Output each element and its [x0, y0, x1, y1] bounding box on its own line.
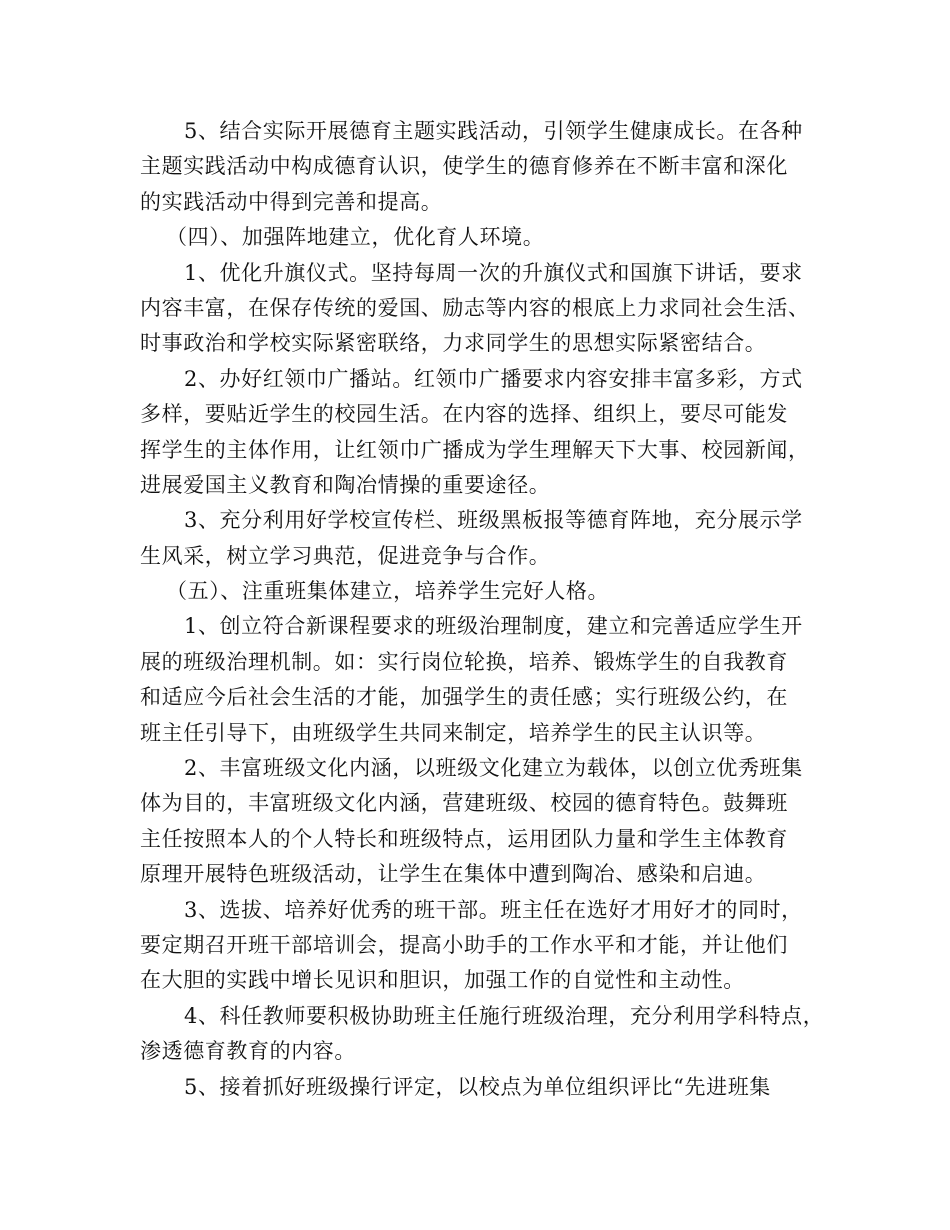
paragraph-line: 1、创立符合新课程要求的班级治理制度，建立和完善适应学生开: [184, 614, 803, 639]
paragraph-line: 生风采，树立学习典范，促进竞争与合作。: [140, 543, 551, 568]
paragraph-line: 挥学生的主体作用，让红领巾广播成为学生理解天下大事、校园新闻，: [140, 437, 810, 462]
paragraph-line: 5、结合实际开展德育主题实践活动，引领学生健康成长。在各种: [184, 119, 803, 143]
paragraph-line: 1、优化升旗仪式。坚持每周一次的升旗仪式和国旗下讲话，要求: [184, 260, 803, 285]
paragraph-line: 4、科任教师要积极协助班主任施行班级治理，充分利用学科特点，: [184, 1003, 825, 1028]
paragraph-line: 时事政治和学校实际紧密联络，力求同学生的思想实际紧密结合。: [140, 331, 767, 356]
paragraph-line: 主题实践活动中构成德育认识，使学生的德育修养在不断丰富和深化: [140, 154, 788, 179]
paragraph-line: 主任按照本人的个人特长和班级特点，运用团队力量和学生主体教育: [140, 826, 788, 851]
paragraph-line: 进展爱国主义教育和陶冶情操的重要途径。: [140, 472, 551, 497]
paragraph-line: 原理开展特色班级活动，让学生在集体中遭到陶冶、感染和启迪。: [140, 862, 767, 887]
paragraph-line: 展的班级治理机制。如：实行岗位轮换，培养、锻炼学生的自我教育: [140, 649, 788, 674]
paragraph-line: 多样，要贴近学生的校园生活。在内容的选择、组织上，要尽可能发: [140, 402, 788, 427]
paragraph-line: 5、接着抓好班级操行评定，以校点为单位组织评比“先进班集: [184, 1074, 771, 1099]
document-body: [140, 114, 830, 1105]
paragraph-line: 内容丰富，在保存传统的爱国、励志等内容的根底上力求同社会生活、: [140, 295, 810, 320]
paragraph-line: 和适应今后社会生活的才能，加强学生的责任感；实行班级公约，在: [140, 685, 788, 710]
paragraph-line: 体为目的，丰富班级文化内涵，营建班级、校园的德育特色。鼓舞班: [140, 791, 788, 816]
paragraph-line: 3、选拔、培养好优秀的班干部。班主任在选好才用好才的同时，: [184, 897, 803, 922]
paragraph-line: 要定期召开班干部培训会，提高小助手的工作水平和才能，并让他们: [140, 932, 788, 957]
section-heading: （四）、加强阵地建立，优化育人环境。: [166, 225, 545, 250]
paragraph-line: 2、办好红领巾广播站。红领巾广播要求内容安排丰富多彩，方式: [184, 366, 803, 391]
paragraph-line: 渗透德育教育的内容。: [140, 1039, 356, 1064]
paragraph-line: 2、丰富班级文化内涵，以班级文化建立为载体，以创立优秀班集: [184, 756, 803, 781]
paragraph-line: 在大胆的实践中增长见识和胆识，加强工作的自觉性和主动性。: [140, 968, 745, 993]
paragraph-line: 3、充分利用好学校宣传栏、班级黑板报等德育阵地，充分展示学: [184, 508, 803, 533]
paragraph-line: 的实践活动中得到完善和提高。: [140, 189, 443, 214]
paragraph-line: 班主任引导下，由班级学生共同来制定，培养学生的民主认识等。: [140, 720, 767, 745]
section-heading: （五）、注重班集体建立，培养学生完好人格。: [166, 579, 610, 604]
